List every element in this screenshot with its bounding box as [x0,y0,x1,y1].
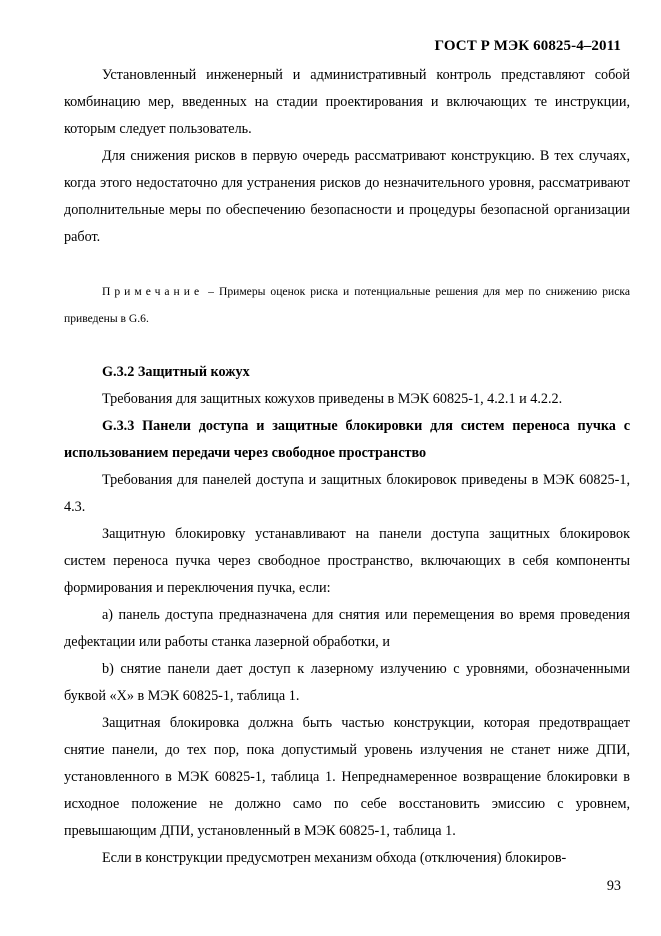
spacer [64,332,630,359]
paragraph-g33-interlock: Защитную блокировку устанавливают на панели доступа защитных блокировок систем переноса пучка через свободное пространство, включающих в себя компоненты формирования и переключения пучка, если: [64,526,630,596]
note-text: – Примеры оценок риска и потенциальные решения для мер по снижению риска приведены в G.6. [64,285,630,325]
section-heading-g32: G.3.2 Защитный кожух [102,364,250,380]
page-number: 93 [606,878,621,894]
section-heading-g33: G.3.3 Панели доступа и защитные блокировки для систем переноса пучка с использованием передачи через свободное пространство [64,418,630,461]
paragraph-controls: Установленный инженерный и административный контроль представляют собой комбинацию мер, введенных на стадии проектирования и включающих те инструкции, которым следует пользователь. [64,67,630,137]
note [64,278,630,332]
paragraph-g32: Требования для защитных кожухов приведены в МЭК 60825-1, 4.2.1 и 4.2.2. [102,391,563,407]
paragraph-g33-bypass: Если в конструкции предусмотрен механизм обхода (отключения) блокиров- [102,850,567,866]
note-label: Примечание [102,285,204,298]
paragraph-risk-reduction: Для снижения рисков в первую очередь рассматривают конструкцию. В тех случаях, когда этого недостаточно для устранения рисков до незначительного уровня, рассматривают дополнительные меры по обеспечению безопасности и процедуры безопасной организации работ. [64,148,630,245]
list-item-b: b) снятие панели дает доступ к лазерному излучению с уровнями, обозначенными буквой «X» в МЭК 60825-1, таблица 1. [64,661,630,704]
document-body [64,62,630,872]
paragraph-g33-design: Защитная блокировка должна быть частью конструкции, которая предотвращает снятие панели, до тех пор, пока допустимый уровень излучения не станет ниже ДПИ, установленного в МЭК 60825-1, таблица 1. Непреднамеренное возвращение блокировки в исходное положение не должно само по себе восстановить эмиссию с уровнем, превышающим ДПИ, установленный в МЭК 60825-1, таблица 1. [64,715,630,839]
spacer [64,251,630,278]
paragraph-g33-requirements: Требования для панелей доступа и защитных блокировок приведены в МЭК 60825-1, 4.3. [64,472,630,515]
list-item-a: a) панель доступа предназначена для снятия или перемещения во время проведения дефектации или работы станка лазерной обработки, и [64,607,630,650]
document-header: ГОСТ Р МЭК 60825-4–2011 [434,38,621,54]
